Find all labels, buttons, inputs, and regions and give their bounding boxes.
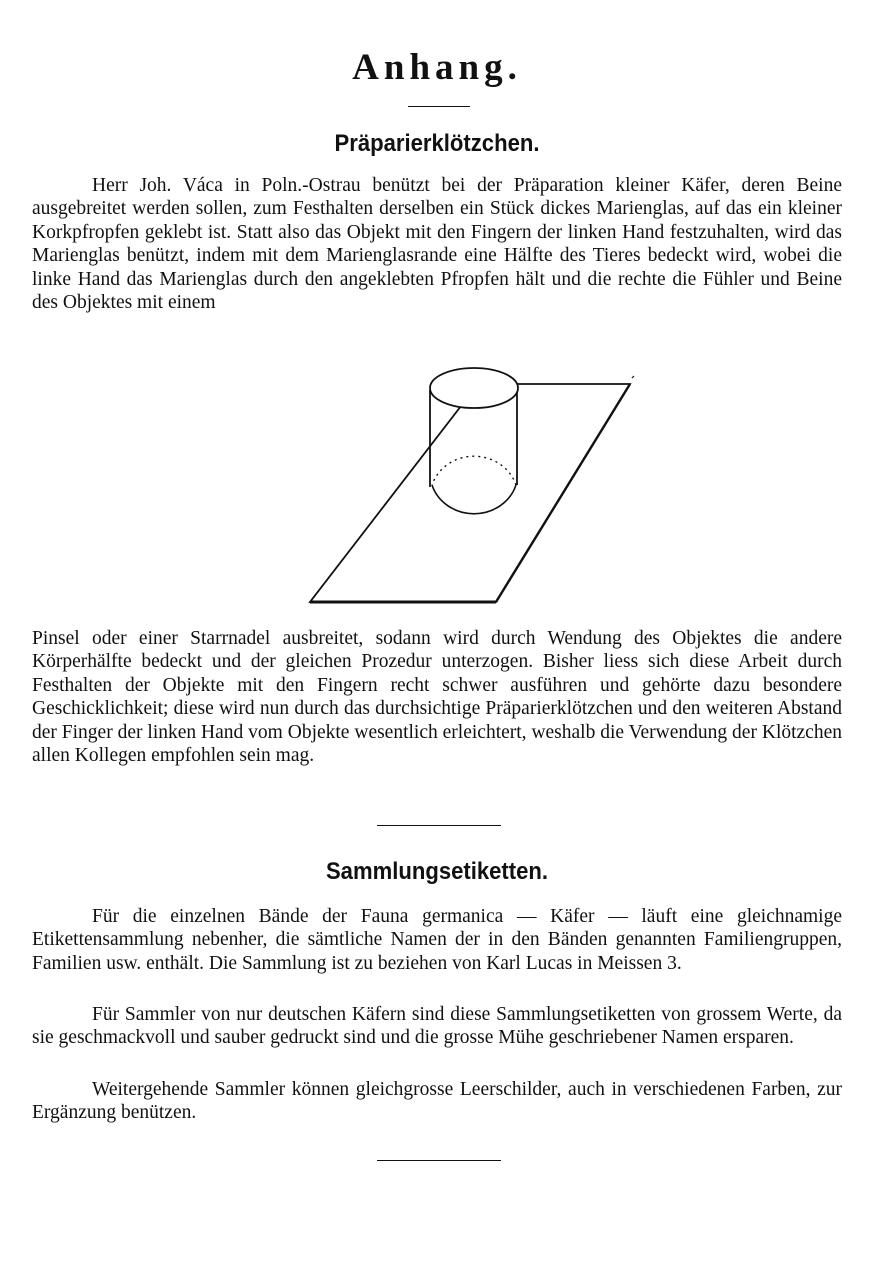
paragraph-praeparierkloetzchen-2: Pinsel oder einer Starrnadel ausbreitet, sodann wird durch Wendung des Objektes die andere Körperhälfte bedeckt und der gleichen Prozedur unterzogen. Bisher liess sich diese Arbeit durch Festhalten der Objekte mit den Fingern recht schwer ausführen und gehörte dazu besondere Geschicklichkeit; diese wird nun durch das durchsichtige Präparierklötzchen und den weiteren Abstand der Finger der linken Hand vom Objekte wesentlich erleichtert, weshalb die Verwendung der Klötzchen allen Kollegen empfohlen sein mag. xyxy=(32,628,842,767)
paragraph-praeparierkloetzchen-1: Herr Joh. Váca in Poln.-Ostrau benützt bei der Präparation kleiner Käfer, deren Beine ausgebreitet werden sollen, zum Festhalten derselben ein Stück dickes Marienglas, auf das ein kleiner Korkpfropfen geklebt ist. Statt also das Objekt mit den Fingern der linken Hand festzuhalten, wird das Marienglas benützt, indem mit dem Marienglasrande eine Hälfte des Tieres bedeckt wird, wobei die linke Hand das Marienglas durch den angeklebten Pfropfen hält und die rechte die Fühler und Beine des Objektes mit einem xyxy=(32,175,842,314)
paragraph-sammlungsetiketten-3: Weitergehende Sammler können gleichgrosse Leerschilder, auch in verschiedenen Farben, zur Ergänzung benützen. xyxy=(32,1079,842,1124)
section-divider-1 xyxy=(377,825,501,826)
mica-plate-shape xyxy=(310,384,630,602)
paragraph-sammlungsetiketten-1: Für die einzelnen Bände der Fauna germanica — Käfer — läuft eine gleichnamige Etikettensammlung nebenher, die sämtliche Namen der in den Bänden genannten Familiengruppen, Familien usw. enthält. Die Sammlung ist zu beziehen von Karl Lucas in Meissen 3. xyxy=(32,906,842,974)
title-divider xyxy=(408,106,470,107)
section-divider-2 xyxy=(377,1160,501,1161)
cork-on-mica-plate-illustration xyxy=(272,362,652,612)
paragraph-sammlungsetiketten-2: Für Sammler von nur deutschen Käfern sind diese Sammlungsetiketten von grossem Werte, da sie geschmackvoll und sauber gedruckt sind und die grosse Mühe geschriebener Namen ersparen. xyxy=(32,1004,842,1049)
page-title: Anhang. xyxy=(352,47,522,88)
section-heading-sammlungsetiketten: Sammlungsetiketten. xyxy=(325,858,549,885)
section-heading-praeparierkloetzchen: Präparierklötzchen. xyxy=(334,130,540,157)
cork-cylinder-shape xyxy=(430,368,518,514)
